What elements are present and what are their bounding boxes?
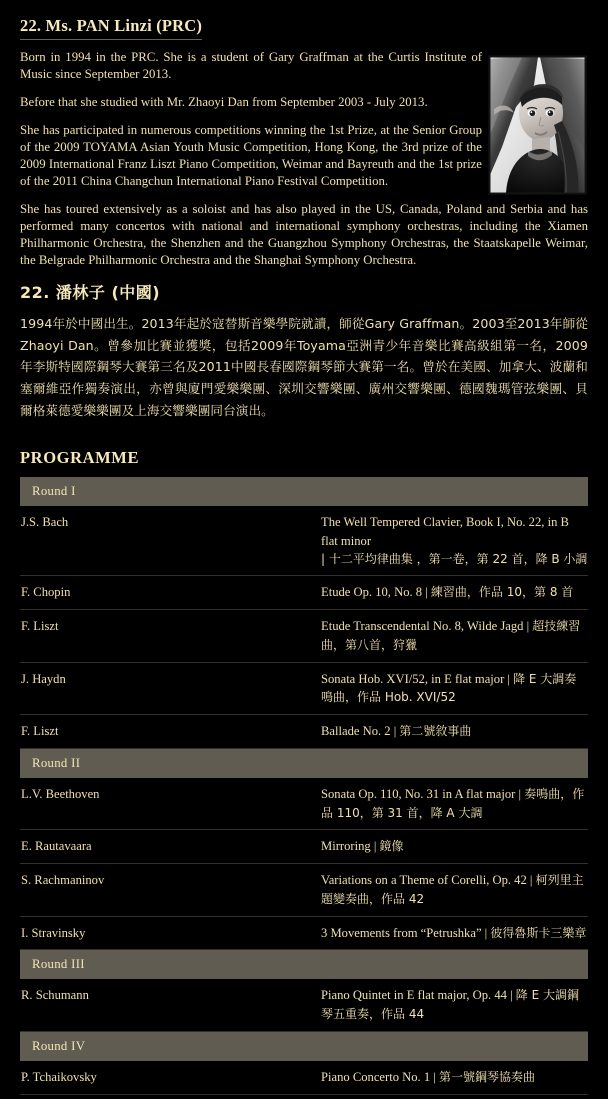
work-title-chinese: 降 E 大調鋼琴五重奏，作品 44 (321, 988, 579, 1022)
work-title-english: Ballade No. 2 | (321, 724, 400, 739)
round-label: Round I (20, 477, 588, 506)
work-title (304, 1061, 588, 1094)
programme-work-row (20, 610, 588, 663)
round-header-row (20, 950, 588, 980)
work-title (304, 715, 588, 749)
work-title (304, 830, 588, 864)
work-title (304, 576, 588, 610)
composer-name: E. Rautavaara (20, 830, 304, 864)
work-title-english: Etude Op. 10, No. 8 | (321, 585, 431, 600)
programme-work-row (20, 916, 588, 950)
work-title-english: 3 Movements from “Petrushka” | (321, 925, 491, 940)
biography-chinese (20, 280, 588, 421)
work-title-chinese: 柯列里主題變奏曲，作品 42 (321, 873, 584, 906)
work-title (304, 778, 588, 830)
bio-paragraph: Before that she studied with Mr. Zhaoyi Dan from September 2003 - July 2013. (20, 95, 428, 110)
work-title-english: Mirroring | (321, 839, 380, 854)
work-title-english: Sonata Op. 110, No. 31 in A flat major | (321, 786, 525, 801)
portrait-image (488, 55, 587, 195)
round-label: Round III (20, 950, 588, 980)
work-title (304, 610, 588, 663)
work-title (304, 864, 588, 917)
work-title-english: The Well Tempered Clavier, Book I, No. 22, in B flat minor (321, 515, 569, 549)
programme-title: PROGRAMME (20, 448, 140, 468)
composer-name: J.S. Bach (20, 506, 304, 576)
programme-work-row (20, 576, 588, 610)
bio-heading-english: 22. Ms. PAN Linzi (PRC) (20, 0, 202, 40)
composer-name: F. Liszt (20, 610, 304, 663)
portrait-photo (488, 55, 587, 195)
work-title (304, 506, 588, 576)
bio-heading-chinese: 22. 潘林子 (中國) (20, 283, 161, 303)
work-title-english: Piano Quintet in E flat major, Op. 44 | (321, 988, 516, 1003)
programme-work-row (20, 715, 588, 749)
round-header-row (20, 477, 588, 506)
work-title-chinese: 練習曲，作品 10，第 8 首 (430, 585, 574, 600)
work-title-chinese: 第二號敘事曲 (399, 724, 472, 739)
bio-paragraph: She has participated in numerous competitions winning the 1st Prize, at the Senior Group of the 2009 TOYAMA Asian Youth Music Competition, Hong Kong, the 3rd prize of the 2009 International Franz Liszt Piano Competition, Weimar and Bayreuth and the 1st prize of the 2011 China Changchun International Piano Festival Competition. (20, 123, 482, 189)
composer-name: S. Rachmaninov (20, 864, 304, 917)
work-title (304, 979, 588, 1031)
work-title-english: Variations on a Theme of Corelli, Op. 42 | (321, 873, 536, 888)
programme-work-row (20, 1061, 588, 1094)
work-title-chinese: 鏡像 (379, 839, 404, 854)
programme-table-body (20, 477, 588, 1094)
work-title-chinese: 第一號鋼琴協奏曲 (438, 1069, 535, 1084)
work-title-chinese: | 十二平均律曲集 ，第一卷，第 22 首，降 B 小調 (321, 551, 588, 566)
work-title-chinese: 超技練習曲，第八首，狩獵 (321, 619, 581, 652)
composer-name: F. Liszt (20, 715, 304, 749)
bio-paragraph-chinese: 1994年於中國出生。2013年起於寇替斯音樂學院就讀，師從Gary Graffman。2003至2013年師從Zhaoyi Dan。曾參加比賽並獲獎，包括2009年Toyama亞洲青少年音樂比賽高級組第一名，2009年李斯特國際鋼琴大賽第三名及2011中國長春國際鋼琴節大賽第一名。曾於在美國、加拿大、波蘭和塞爾維亞作獨奏演出，亦曾與廈門愛樂樂團、深圳交響樂團、廣州交響樂團、德國魏瑪管弦樂團、貝爾格萊德愛樂樂團及上海交響樂團同台演出。 (20, 316, 588, 418)
work-title-chinese: 降 E 大調奏鳴曲，作品 Hob. XVI/52 (321, 671, 577, 705)
composer-name: F. Chopin (20, 576, 304, 610)
round-label: Round II (20, 748, 588, 778)
work-title-english: Piano Concerto No. 1 | (321, 1069, 439, 1084)
work-title-english: Etude Transcendental No. 8, Wilde Jagd | (321, 619, 533, 634)
work-title-chinese: 彼得魯斯卡三樂章 (490, 925, 587, 940)
bio-paragraph: She has toured extensively as a soloist and has also played in the US, Canada, Poland and Serbia and has performed many concertos with national and international symphony orchestras, including the Xiamen Philharmonic Orchestra, the Shenzhen and the Guangzhou Symphony Orchestras, the Staatskapelle Weimar, the Belgrade Philharmonic Orchestra and the Shanghai Symphony Orchestra. (20, 202, 588, 268)
programme-work-row (20, 864, 588, 917)
composer-name: I. Stravinsky (20, 916, 304, 950)
work-title-chinese: 奏鳴曲，作品 110，第 31 首，降 A 大調 (321, 786, 585, 820)
work-title (304, 662, 588, 715)
programme-table (20, 477, 588, 1094)
programme-work-row (20, 830, 588, 864)
composer-name: L.V. Beethoven (20, 778, 304, 830)
round-header-row (20, 1031, 588, 1061)
work-title-english: Sonata Hob. XVI/52, in E flat major | (321, 671, 514, 686)
bio-paragraph: Born in 1994 in the PRC. She is a student of Gary Graffman at the Curtis Institute of Music since September 2013. (20, 50, 482, 82)
composer-name: P. Tchaikovsky (20, 1061, 304, 1094)
composer-name: R. Schumann (20, 979, 304, 1031)
programme-work-row (20, 778, 588, 830)
round-label: Round IV (20, 1031, 588, 1061)
composer-name: J. Haydn (20, 662, 304, 715)
programme-work-row (20, 979, 588, 1031)
programme-work-row (20, 662, 588, 715)
programme-work-row (20, 506, 588, 576)
work-title (304, 916, 588, 950)
round-header-row (20, 748, 588, 778)
